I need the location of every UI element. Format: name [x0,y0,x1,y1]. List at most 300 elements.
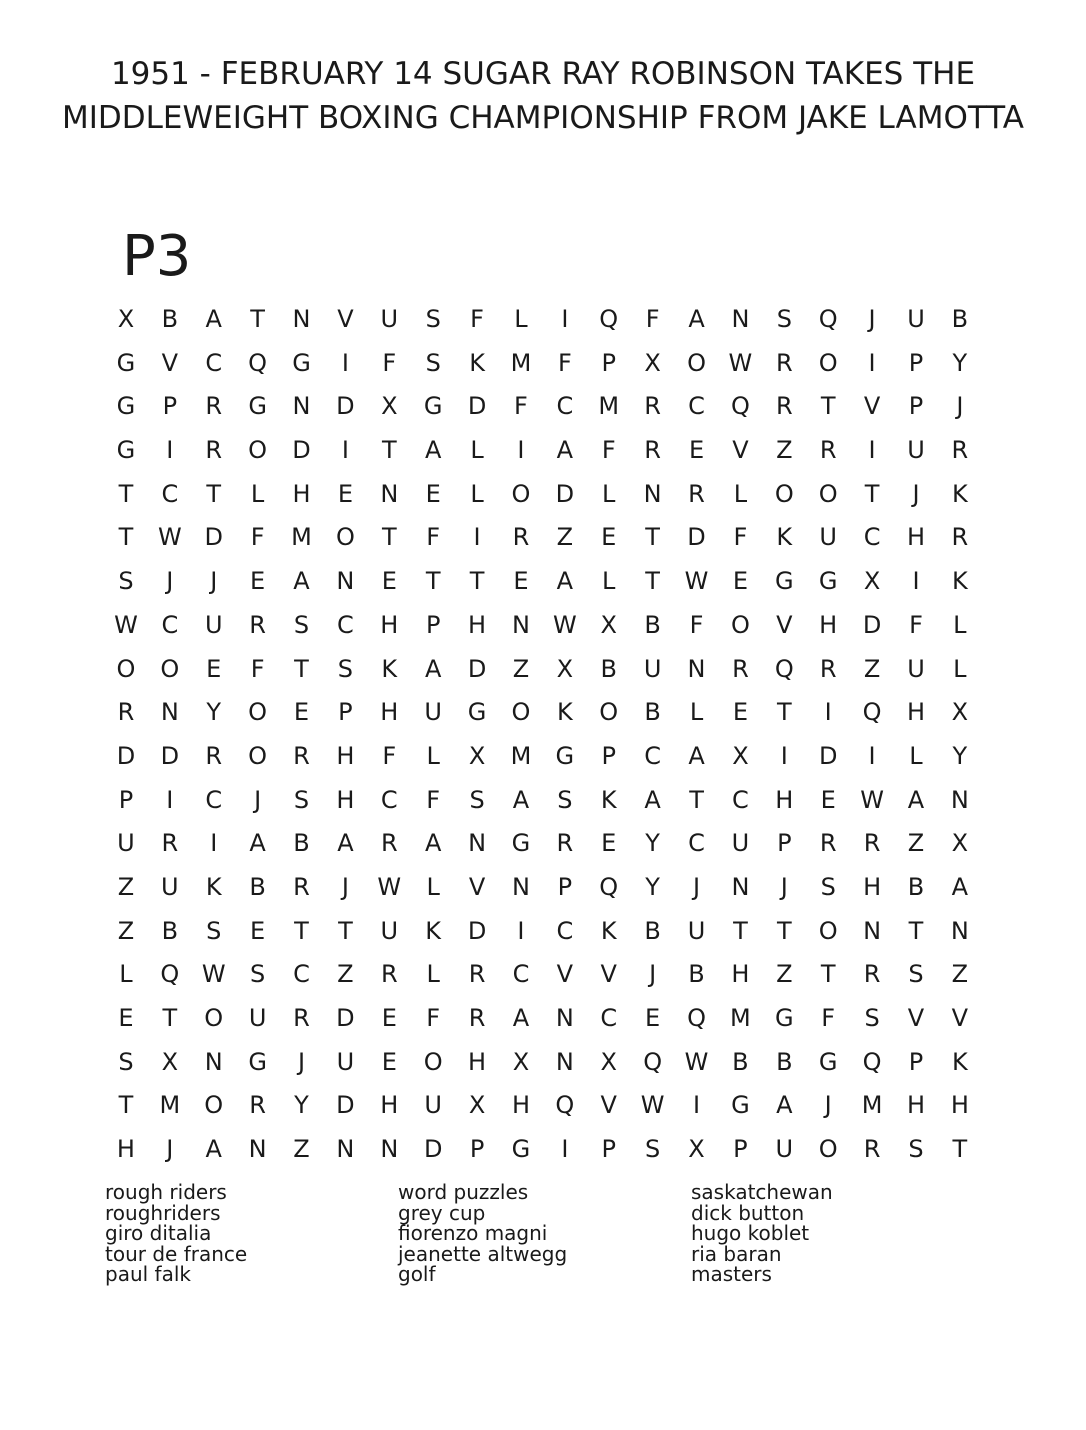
grid-cell: J [254,785,262,814]
grid-cell: S [118,1047,134,1076]
grid-cell: B [776,1047,793,1076]
word-item: saskatchewan [691,1180,833,1204]
grid-cell: E [601,829,617,858]
grid-cell: N [555,1004,574,1032]
grid-cell: I [517,916,525,945]
grid-cell: R [205,436,223,465]
grid-cell: R [556,829,574,858]
grid-cell: B [600,654,617,683]
grid-cell: T [206,479,222,508]
grid-cell: Z [117,916,135,945]
grid-cell: L [689,698,704,727]
grid-cell: F [557,348,572,377]
grid-cell: C [161,479,179,508]
grid-cell: I [561,305,569,333]
grid-cell: U [687,916,706,945]
grid-cell: I [341,436,349,465]
grid-cell: U [775,1135,794,1164]
grid-cell: C [556,916,574,945]
grid-cell: F [689,610,704,639]
grid-cell: F [470,305,484,333]
grid-cell: T [645,567,660,596]
grid-cell: C [512,960,530,989]
grid-cell: N [336,1135,355,1164]
grid-cell: A [337,829,354,858]
grid-cell: C [205,785,223,814]
grid-cell: K [556,698,573,727]
word-list-column [691,1182,833,1285]
grid-cell: B [644,698,661,727]
grid-cell: Z [117,872,135,901]
grid-cell: Z [512,654,530,683]
grid-cell: B [161,305,179,333]
grid-cell: M [291,523,312,552]
grid-cell: L [426,741,440,770]
grid-cell: T [118,1091,134,1120]
grid-cell: C [293,960,310,989]
grid-cell: E [250,916,266,945]
grid-cell: C [556,392,574,421]
grid-cell: R [512,523,530,552]
grid-cell: X [117,305,135,333]
grid-cell: N [950,916,969,945]
grid-cell: W [114,610,138,639]
grid-row [104,473,982,517]
grid-cell: H [380,610,399,639]
grid-cell: Z [951,960,969,989]
grid-cell: N [468,829,487,858]
grid-cell: C [337,610,354,639]
grid-cell: M [861,1091,883,1120]
grid-cell: Y [645,829,660,858]
grid-cell: H [116,1135,135,1164]
grid-cell: O [423,1047,443,1076]
grid-cell: Q [687,1004,706,1032]
grid-row [104,560,982,604]
grid-row [104,691,982,735]
grid-cell: Q [248,348,268,377]
grid-cell: E [206,654,222,683]
grid-cell: L [470,436,484,465]
grid-cell: O [599,698,619,727]
grid-cell: E [601,523,617,552]
grid-cell: P [601,348,616,377]
word-list-column [105,1182,247,1285]
word-item: golf [398,1262,436,1286]
grid-cell: I [824,698,832,727]
grid-cell: P [162,392,178,421]
grid-cell: N [380,479,399,508]
grid-cell: R [644,436,661,465]
grid-cell: G [248,1047,267,1076]
grid-cell: K [425,916,442,945]
grid-cell: T [952,1135,968,1164]
grid-cell: T [820,960,836,989]
grid-cell: F [821,1004,836,1032]
grid-cell: R [644,392,661,421]
grid-cell: M [510,348,532,377]
grid-cell: L [514,305,528,333]
grid-cell: Y [952,348,968,377]
grid-cell: O [248,436,268,465]
grid-cell: Q [862,1047,882,1076]
grid-cell: R [205,392,223,421]
grid-cell: H [906,698,925,727]
grid-cell: H [819,610,838,639]
grid-cell: P [557,872,573,901]
grid-cell: H [468,1047,487,1076]
grid-cell: T [118,479,134,508]
grid-cell: D [336,1004,355,1032]
grid-cell: A [556,567,574,596]
grid-row [104,779,982,823]
grid-cell: X [644,348,661,377]
grid-cell: G [555,741,575,770]
grid-cell: F [250,654,265,683]
grid-cell: M [159,1091,181,1120]
grid-cell: L [953,654,967,683]
grid-cell: S [337,654,354,683]
grid-cell: V [600,960,617,989]
grid-cell: O [204,1004,224,1032]
grid-cell: U [907,436,925,465]
grid-row [104,648,982,692]
grid-cell: V [907,1004,925,1032]
grid-cell: O [687,348,706,377]
grid-cell: D [336,1091,355,1120]
grid-cell: I [166,436,174,465]
grid-cell: E [820,785,836,814]
grid-cell: N [687,654,706,683]
grid-cell: X [863,567,881,596]
grid-cell: S [908,960,924,989]
grid-cell: F [426,523,441,552]
grid-cell: E [732,567,748,596]
grid-cell: F [426,1004,441,1032]
word-item: rough riders [105,1180,227,1204]
grid-cell: V [161,348,179,377]
grid-cell: Y [206,698,222,727]
grid-cell: H [906,1091,925,1120]
grid-cell: H [906,523,925,552]
grid-cell: D [687,523,706,552]
grid-row [104,429,982,473]
grid-cell: N [643,479,662,508]
grid-cell: L [602,479,616,508]
grid-cell: R [819,436,837,465]
grid-cell: E [250,567,266,596]
grid-cell: B [732,1047,749,1076]
grid-row [104,1128,982,1172]
grid-cell: I [692,1091,701,1120]
grid-cell: O [774,479,794,508]
grid-cell: Z [776,436,793,465]
grid-cell: A [293,567,310,596]
grid-cell: Q [730,392,750,421]
grid-cell: D [467,916,487,945]
grid-cell: R [468,960,486,989]
grid-cell: N [731,305,750,333]
word-item: hugo koblet [691,1221,810,1245]
grid-cell: H [468,610,487,639]
grid-cell: T [381,523,397,552]
grid-cell: N [511,610,530,639]
grid-cell: R [775,348,793,377]
grid-cell: A [424,436,442,465]
grid-cell: W [201,960,226,989]
grid-cell: T [689,785,704,814]
grid-cell: M [598,392,620,421]
grid-cell: J [166,567,174,596]
grid-cell: A [205,305,222,333]
grid-cell: E [425,479,441,508]
grid-cell: W [157,523,182,552]
grid-cell: O [116,654,136,683]
grid-cell: X [468,1091,486,1120]
grid-cell: H [380,698,399,727]
grid-cell: I [473,523,481,552]
grid-cell: U [380,916,399,945]
grid-cell: N [292,305,311,333]
grid-cell: W [684,567,709,596]
grid-cell: F [426,785,441,814]
grid-cell: T [250,305,265,333]
word-item: tour de france [105,1241,248,1266]
grid-cell: K [205,872,222,901]
grid-cell: I [561,1135,569,1164]
grid-cell: O [818,916,838,945]
grid-cell: G [292,348,311,377]
grid-cell: U [424,698,442,727]
grid-cell: D [160,741,180,770]
grid-cell: O [160,654,180,683]
grid-cell: I [868,348,876,377]
grid-cell: M [730,1004,751,1032]
grid-cell: Z [337,960,354,989]
grid-cell: T [864,479,880,508]
grid-cell: O [511,479,531,508]
grid-cell: B [951,305,969,333]
grid-cell: U [907,305,925,333]
grid-cell: E [381,1004,397,1032]
grid-cell: Z [776,960,793,989]
grid-cell: X [468,741,486,770]
grid-cell: U [643,654,662,683]
grid-cell: D [423,1135,443,1164]
grid-cell: F [909,610,923,639]
grid-cell: I [210,829,218,858]
grid-cell: W [684,1047,709,1076]
grid-cell: F [382,348,397,377]
grid-cell: L [602,567,616,596]
grid-cell: U [907,654,925,683]
grid-cell: A [249,829,266,858]
grid-cell: A [205,1135,222,1164]
grid-cell: N [950,785,969,814]
grid-cell: D [204,523,223,552]
grid-cell: S [206,916,222,945]
grid-cell: D [467,654,487,683]
grid-cell: J [297,1047,306,1076]
grid-cell: P [601,1135,616,1164]
grid-cell: G [511,829,531,858]
grid-cell: P [908,348,924,377]
grid-cell: Q [774,654,794,683]
grid-cell: U [248,1004,267,1032]
grid-cell: L [250,479,265,508]
grid-cell: T [162,1004,178,1032]
grid-cell: H [950,1091,969,1120]
grid-cell: A [688,305,705,333]
grid-cell: J [692,872,701,901]
grid-cell: C [644,741,662,770]
grid-cell: I [868,436,876,465]
grid-cell: Q [862,698,882,727]
grid-cell: V [951,1004,969,1032]
grid-cell: L [426,960,440,989]
grid-cell: T [118,523,134,552]
grid-cell: W [640,1091,665,1120]
grid-cell: O [335,523,355,552]
grid-cell: H [292,479,311,508]
grid-cell: S [425,348,441,377]
grid-cell: N [248,1135,267,1164]
grid-cell: J [824,1091,832,1120]
grid-cell: N [511,872,530,901]
grid-cell: K [776,523,793,552]
grid-cell: S [776,305,792,333]
grid-cell: Q [160,960,180,989]
grid-cell: T [820,392,836,421]
grid-cell: R [117,698,135,727]
grid-cell: F [645,305,660,333]
grid-cell: S [645,1135,661,1164]
grid-cell: R [161,829,179,858]
grid-cell: A [424,829,442,858]
grid-row [104,953,982,997]
grid-cell: Z [907,829,925,858]
grid-cell: L [426,872,440,901]
grid-cell: P [425,610,441,639]
grid-cell: Y [952,741,968,770]
grid-cell: N [204,1047,223,1076]
grid-cell: N [731,872,750,901]
grid-cell: V [337,305,354,333]
grid-cell: T [338,916,353,945]
grid-cell: D [467,392,487,421]
grid-cell: T [469,567,485,596]
grid-cell: Y [294,1091,309,1120]
grid-cell: E [381,1047,397,1076]
grid-cell: N [336,567,355,596]
grid-cell: S [250,960,266,989]
grid-cell: G [116,348,136,377]
grid-cell: K [951,1047,968,1076]
grid-cell: E [688,436,705,465]
grid-cell: P [733,1135,748,1164]
grid-cell: D [862,610,882,639]
grid-cell: N [380,1135,399,1164]
grid-cell: T [294,916,309,945]
grid-cell: G [775,567,794,596]
grid-cell: U [380,305,399,333]
grid-cell: J [341,872,349,901]
grid-cell: Q [818,305,838,333]
grid-cell: R [951,523,969,552]
page-label: P3 [122,224,192,289]
grid-row [104,822,982,866]
grid-cell: F [382,741,397,770]
grid-cell: R [688,479,705,508]
grid-cell: C [600,1004,618,1032]
grid-cell: G [423,392,443,421]
grid-cell: H [731,960,750,989]
grid-cell: P [469,1135,485,1164]
grid-cell: I [780,741,788,770]
grid-cell: N [863,916,882,945]
grid-cell: O [511,698,531,727]
grid-cell: X [951,829,969,858]
word-list-column [398,1182,567,1285]
grid-cell: N [292,392,311,421]
grid-cell: L [470,479,484,508]
grid-cell: S [293,785,310,814]
grid-cell: M [510,741,532,770]
grid-row [104,910,982,954]
grid-cell: R [951,436,969,465]
grid-cell: S [557,785,573,814]
grid-cell: V [863,392,881,421]
grid-cell: G [775,1004,794,1032]
grid-cell: K [469,348,485,377]
grid-cell: R [863,960,881,989]
grid-cell: B [161,916,179,945]
grid-cell: J [912,479,920,508]
grid-cell: J [649,960,657,989]
grid-cell: N [555,1047,574,1076]
grid-cell: X [688,1135,705,1164]
grid-cell: Y [645,872,660,901]
grid-cell: V [776,610,793,639]
grid-cell: P [338,698,353,727]
grid-cell: B [249,872,266,901]
grid-cell: P [601,741,616,770]
grid-cell: S [425,305,441,333]
grid-cell: R [863,829,881,858]
grid-cell: F [733,523,748,552]
word-item: ria baran [691,1241,782,1266]
grid-row [104,866,982,910]
grid-cell: S [908,1135,924,1164]
grid-cell: X [600,610,617,639]
grid-cell: R [819,829,837,858]
word-item: paul falk [105,1262,191,1286]
grid-cell: T [776,916,792,945]
grid-cell: Z [863,654,881,683]
grid-cell: E [381,567,397,596]
grid-cell: A [424,654,442,683]
grid-cell: R [380,960,398,989]
grid-cell: H [511,1091,530,1120]
grid-cell: X [600,1047,617,1076]
grid-cell: B [688,960,705,989]
grid-cell: F [250,523,265,552]
grid-cell: V [600,1091,617,1120]
word-item: word puzzles [398,1180,529,1204]
grid-cell: E [293,698,310,727]
grid-cell: X [951,698,969,727]
grid-cell: L [953,610,967,639]
